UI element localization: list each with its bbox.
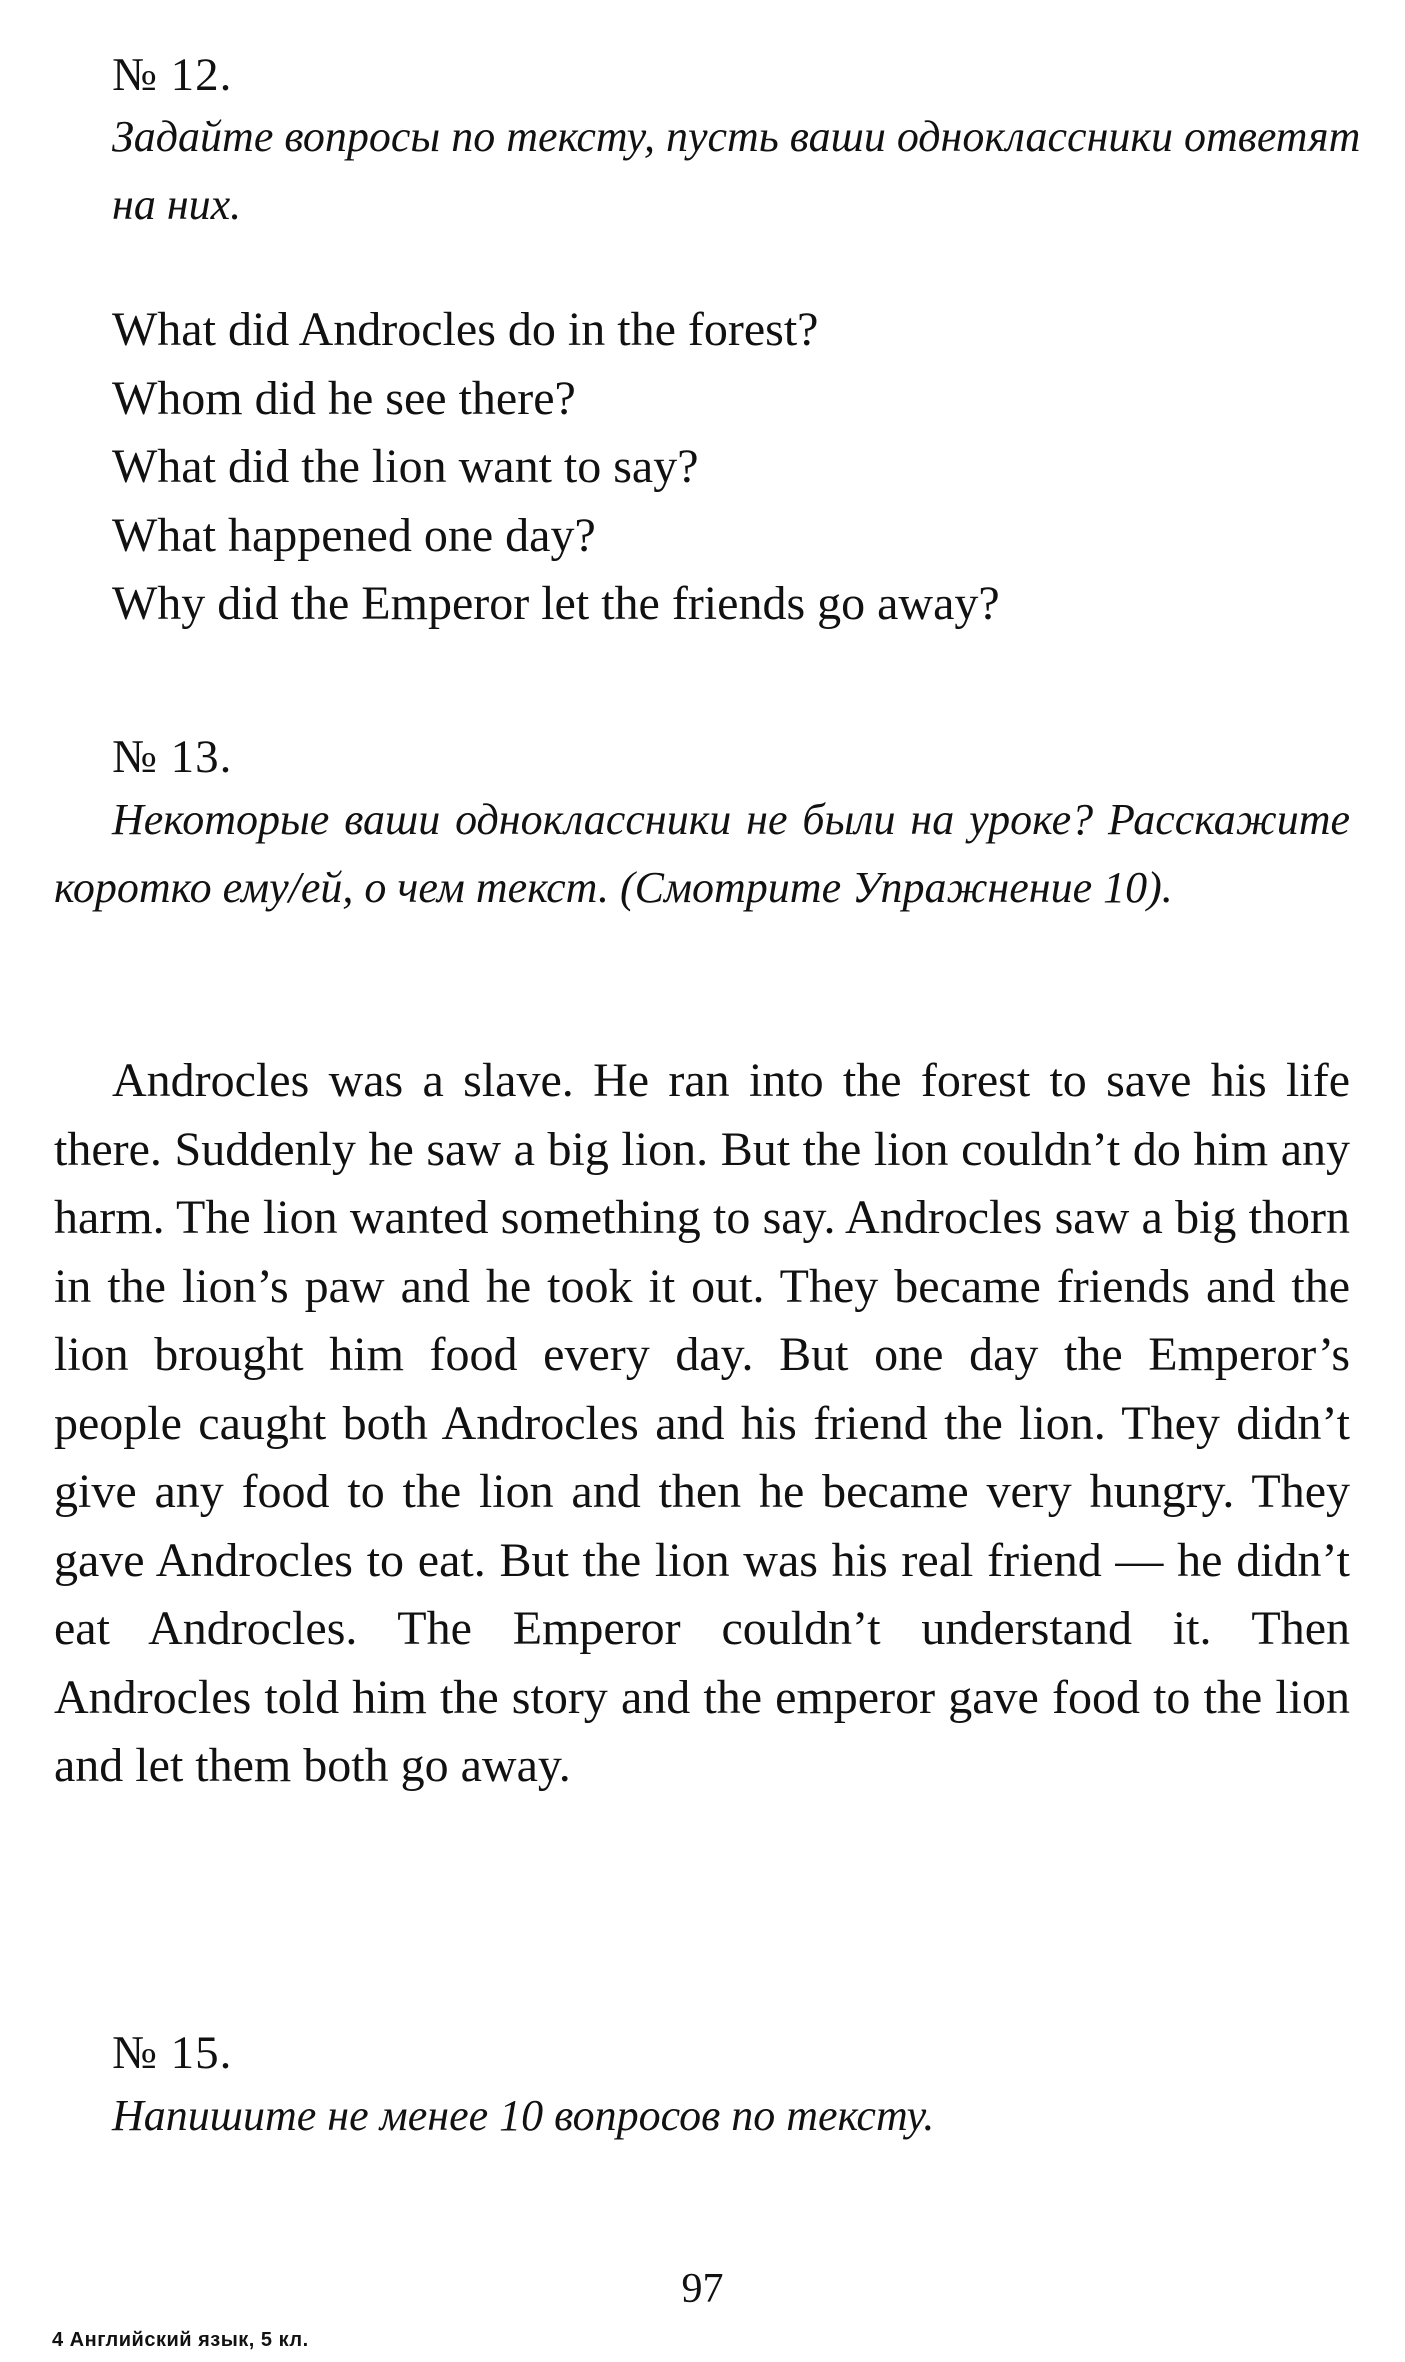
exercise-12-instruction: Задайте вопросы по тексту, пусть ваши одноклассники ответят на них. bbox=[112, 112, 1361, 229]
exercise-12-questions bbox=[112, 296, 1000, 639]
exercise-13-instruction: Некоторые ваши одноклассники не были на уроке? Расскажите коротко ему/ей, о чем текст. (Смотрите Упражнение 10). bbox=[54, 795, 1350, 912]
question-item: What happened one day? bbox=[112, 508, 596, 562]
question-item: Whom did he see there? bbox=[112, 371, 576, 425]
question-item: What did Androcles do in the forest? bbox=[112, 303, 819, 356]
footer-signature-note: 4 Английский язык, 5 кл. bbox=[52, 2329, 309, 2351]
page-number: 97 bbox=[681, 2266, 724, 2312]
exercise-12-number: № 12. bbox=[112, 49, 233, 101]
exercise-13-text: Androcles was a slave. He ran into the forest to save his life there. Suddenly he saw a big lion. But the lion couldn’t do him any harm. The lion wanted something to say. Androcles saw a big thorn in the lion’s paw and he took it out. They became friends and the lion brought him food every day. But one day the Emperor’s people caught both Androcles and his friend the lion. They didn’t give any food to the lion and then he became very hungry. They gave Androcles to eat. But the lion was his real friend — he didn’t eat Androcles. The Emperor couldn’t understand it. Then Androcles told him the story and the emperor gave food to the lion and let them both go away. bbox=[54, 1054, 1350, 1792]
exercise-15-instruction: Напишите не менее 10 вопросов по тексту. bbox=[112, 2091, 935, 2140]
question-item: Why did the Emperor let the friends go away? bbox=[112, 577, 1000, 630]
exercise-13-number: № 13. bbox=[112, 731, 233, 783]
question-item: What did the lion want to say? bbox=[112, 440, 699, 493]
exercise-15-number: № 15. bbox=[112, 2027, 233, 2079]
